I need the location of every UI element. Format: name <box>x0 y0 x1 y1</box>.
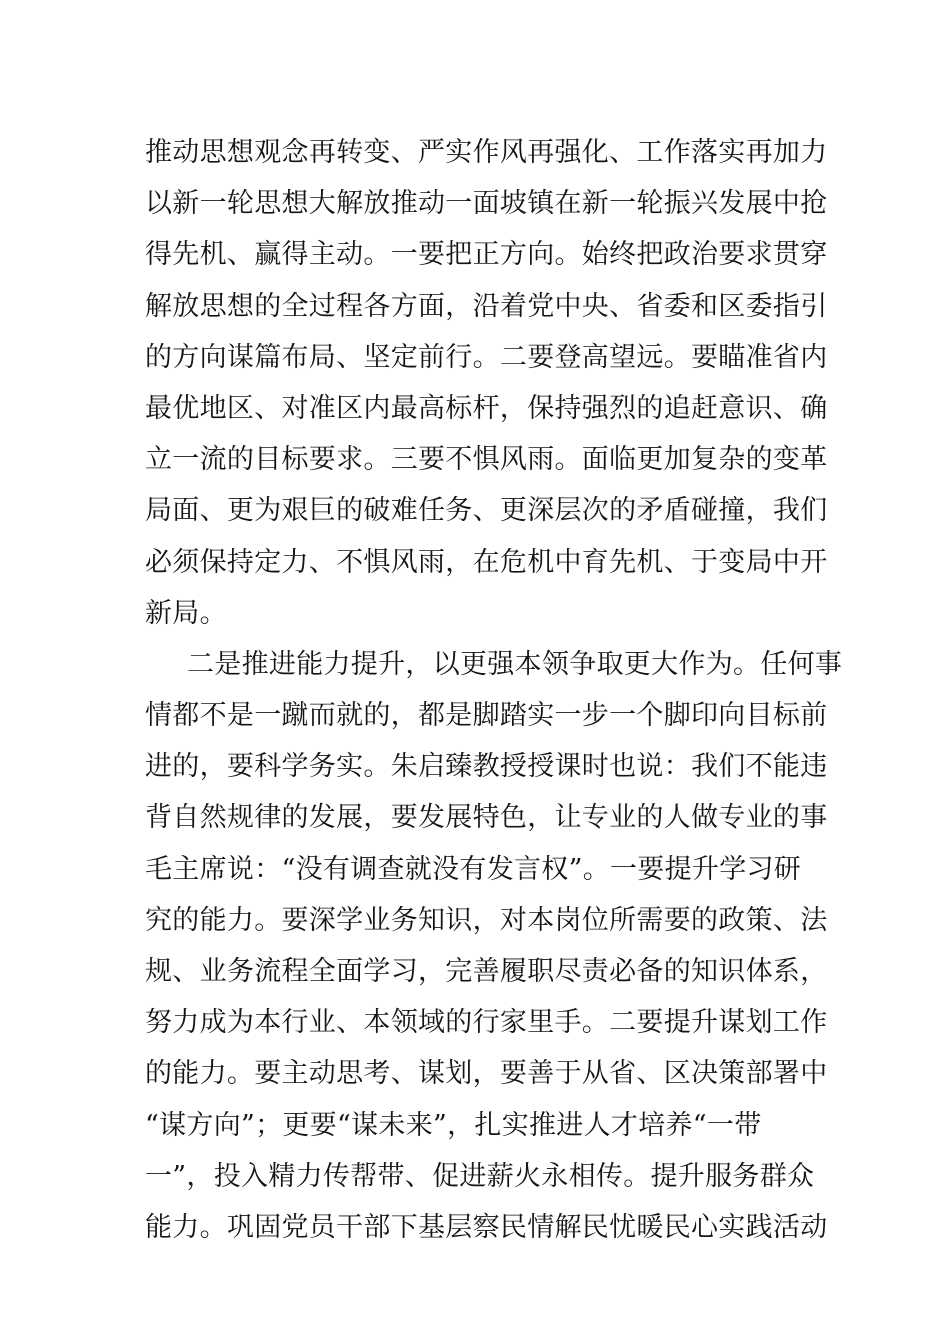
text-line: 解放思想的全过程各方面，沿着党中央、省委和区委指引 <box>145 290 828 322</box>
text-line: 的能力。要主动思考、谋划，要善于从省、区决策部署中 <box>145 1058 828 1090</box>
paragraph-first-line: 二是推进能力提升，以更强本领争取更大作为。任何事 <box>187 648 843 680</box>
text-line: 进的，要科学务实。朱启臻教授授课时也说：我们不能违 <box>145 751 828 783</box>
text-line: 毛主席说：“没有调查就没有发言权”。一要提升学习研 <box>145 853 802 885</box>
text-line: 究的能力。要深学业务知识，对本岗位所需要的政策、法 <box>145 904 828 936</box>
text-line: 以新一轮思想大解放推动一面坡镇在新一轮振兴发展中抢 <box>145 188 828 220</box>
text-line: 一”，投入精力传帮带、促进薪火永相传。提升服务群众 <box>145 1160 815 1192</box>
text-line: 能力。巩固党员干部下基层察民情解民忧暖民心实践活动 <box>145 1211 828 1243</box>
text-line: 情都不是一蹴而就的，都是脚踏实一步一个脚印向目标前 <box>145 700 828 732</box>
text-line: “谋方向”；更要“谋未来”，扎实推进人才培养“一带 <box>145 1109 762 1141</box>
text-line: 规、业务流程全面学习，完善履职尽责必备的知识体系， <box>145 956 828 987</box>
text-line: 推动思想观念再转变、严实作风再强化、工作落实再加力 <box>145 137 828 168</box>
text-line: 努力成为本行业、本领域的行家里手。二要提升谋划工作 <box>145 1007 828 1039</box>
text-line: 必须保持定力、不惧风雨，在危机中育先机、于变局中开 <box>145 546 828 578</box>
text-line: 局面、更为艰巨的破难任务、更深层次的矛盾碰撞，我们 <box>145 495 828 527</box>
text-line: 的方向谋篇布局、坚定前行。二要登高望远。要瞄准省内 <box>145 341 828 373</box>
document-body <box>145 127 843 1253</box>
text-line: 新局。 <box>145 597 227 629</box>
text-line: 最优地区、对准区内最高标杆，保持强烈的追赶意识、确 <box>145 392 828 424</box>
text-line: 背自然规律的发展，要发展特色，让专业的人做专业的事 <box>145 802 828 834</box>
text-line: 立一流的目标要求。三要不惧风雨。面临更加复杂的变革 <box>145 444 828 476</box>
text-line: 得先机、赢得主动。一要把正方向。始终把政治要求贯穿 <box>145 239 828 271</box>
